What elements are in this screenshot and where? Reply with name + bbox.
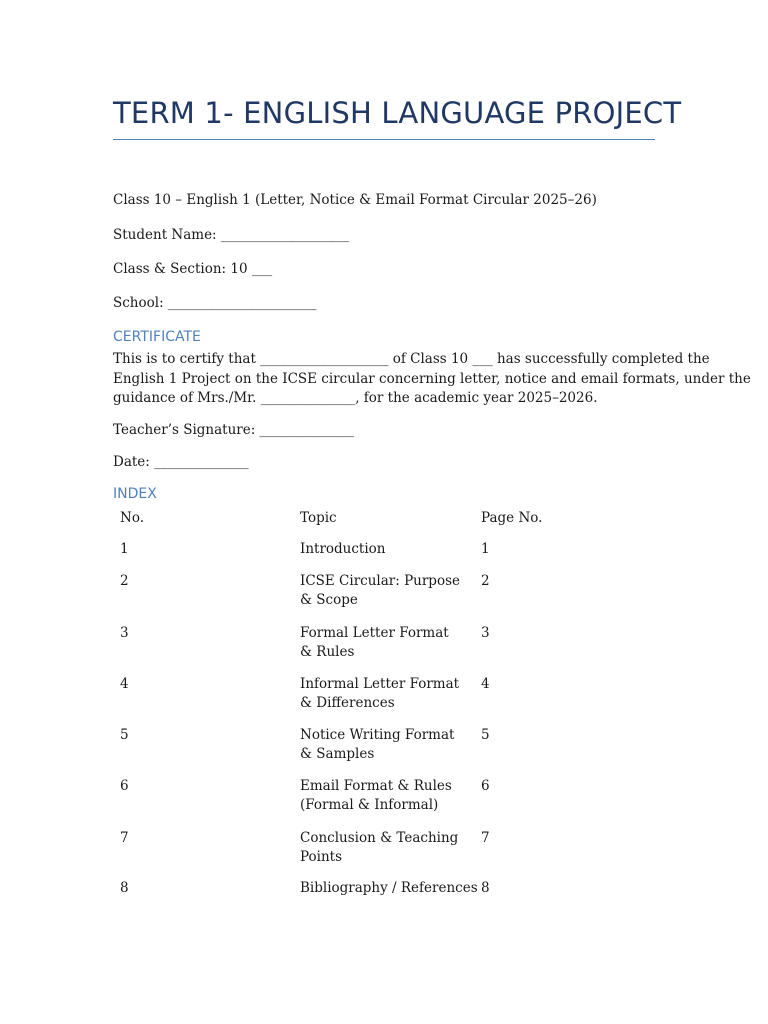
row-topic: Formal Letter Format & Rules [300, 625, 449, 660]
title-underline [113, 139, 655, 140]
certificate-text [113, 350, 751, 409]
row-page: 8 [481, 880, 490, 896]
document-title: TERM 1- ENGLISH LANGUAGE PROJECT [113, 96, 682, 130]
class-section-field: Class & Section: 10 ___ [113, 261, 273, 277]
row-topic: Email Format & Rules (Formal & Informal) [300, 778, 452, 813]
column-header-page: Page No. [481, 510, 543, 526]
row-page: 3 [481, 625, 490, 641]
column-header-no: No. [120, 510, 144, 526]
row-page: 6 [481, 778, 490, 794]
row-topic: Introduction [300, 541, 386, 557]
row-number: 7 [120, 830, 129, 846]
certificate-line: guidance of Mrs./Mr. ______________, for the academic year 2025–2026. [113, 390, 598, 406]
row-number: 1 [120, 541, 129, 557]
row-number: 2 [120, 573, 129, 589]
school-field: School: ______________________ [113, 295, 317, 311]
row-page: 4 [481, 676, 490, 692]
row-topic: Conclusion & Teaching Points [300, 830, 459, 865]
row-page: 5 [481, 727, 490, 743]
row-page: 7 [481, 830, 490, 846]
column-header-topic: Topic [300, 510, 337, 526]
row-topic: ICSE Circular: Purpose & Scope [300, 573, 460, 608]
certificate-line: This is to certify that ___________________ of Class 10 ___ has successfully completed the [113, 351, 710, 367]
row-topic: Informal Letter Format & Differences [300, 676, 460, 711]
row-topic: Notice Writing Format & Samples [300, 727, 455, 762]
index-heading: INDEX [113, 486, 157, 502]
row-page: 2 [481, 573, 490, 589]
row-number: 4 [120, 676, 129, 692]
student-name-field: Student Name: ___________________ [113, 227, 350, 243]
certificate-line: English 1 Project on the ICSE circular concerning letter, notice and email formats, under the [113, 370, 751, 387]
row-number: 3 [120, 625, 129, 641]
row-number: 6 [120, 778, 129, 794]
certificate-heading: CERTIFICATE [113, 329, 201, 345]
date-field: Date: ______________ [113, 454, 249, 470]
class-line: Class 10 – English 1 (Letter, Notice & Email Format Circular 2025–26) [113, 192, 597, 208]
row-topic: Bibliography / References [300, 880, 478, 896]
teacher-signature-field: Teacher’s Signature: ______________ [113, 422, 355, 438]
row-number: 8 [120, 880, 129, 896]
row-number: 5 [120, 727, 129, 743]
row-page: 1 [481, 541, 490, 557]
